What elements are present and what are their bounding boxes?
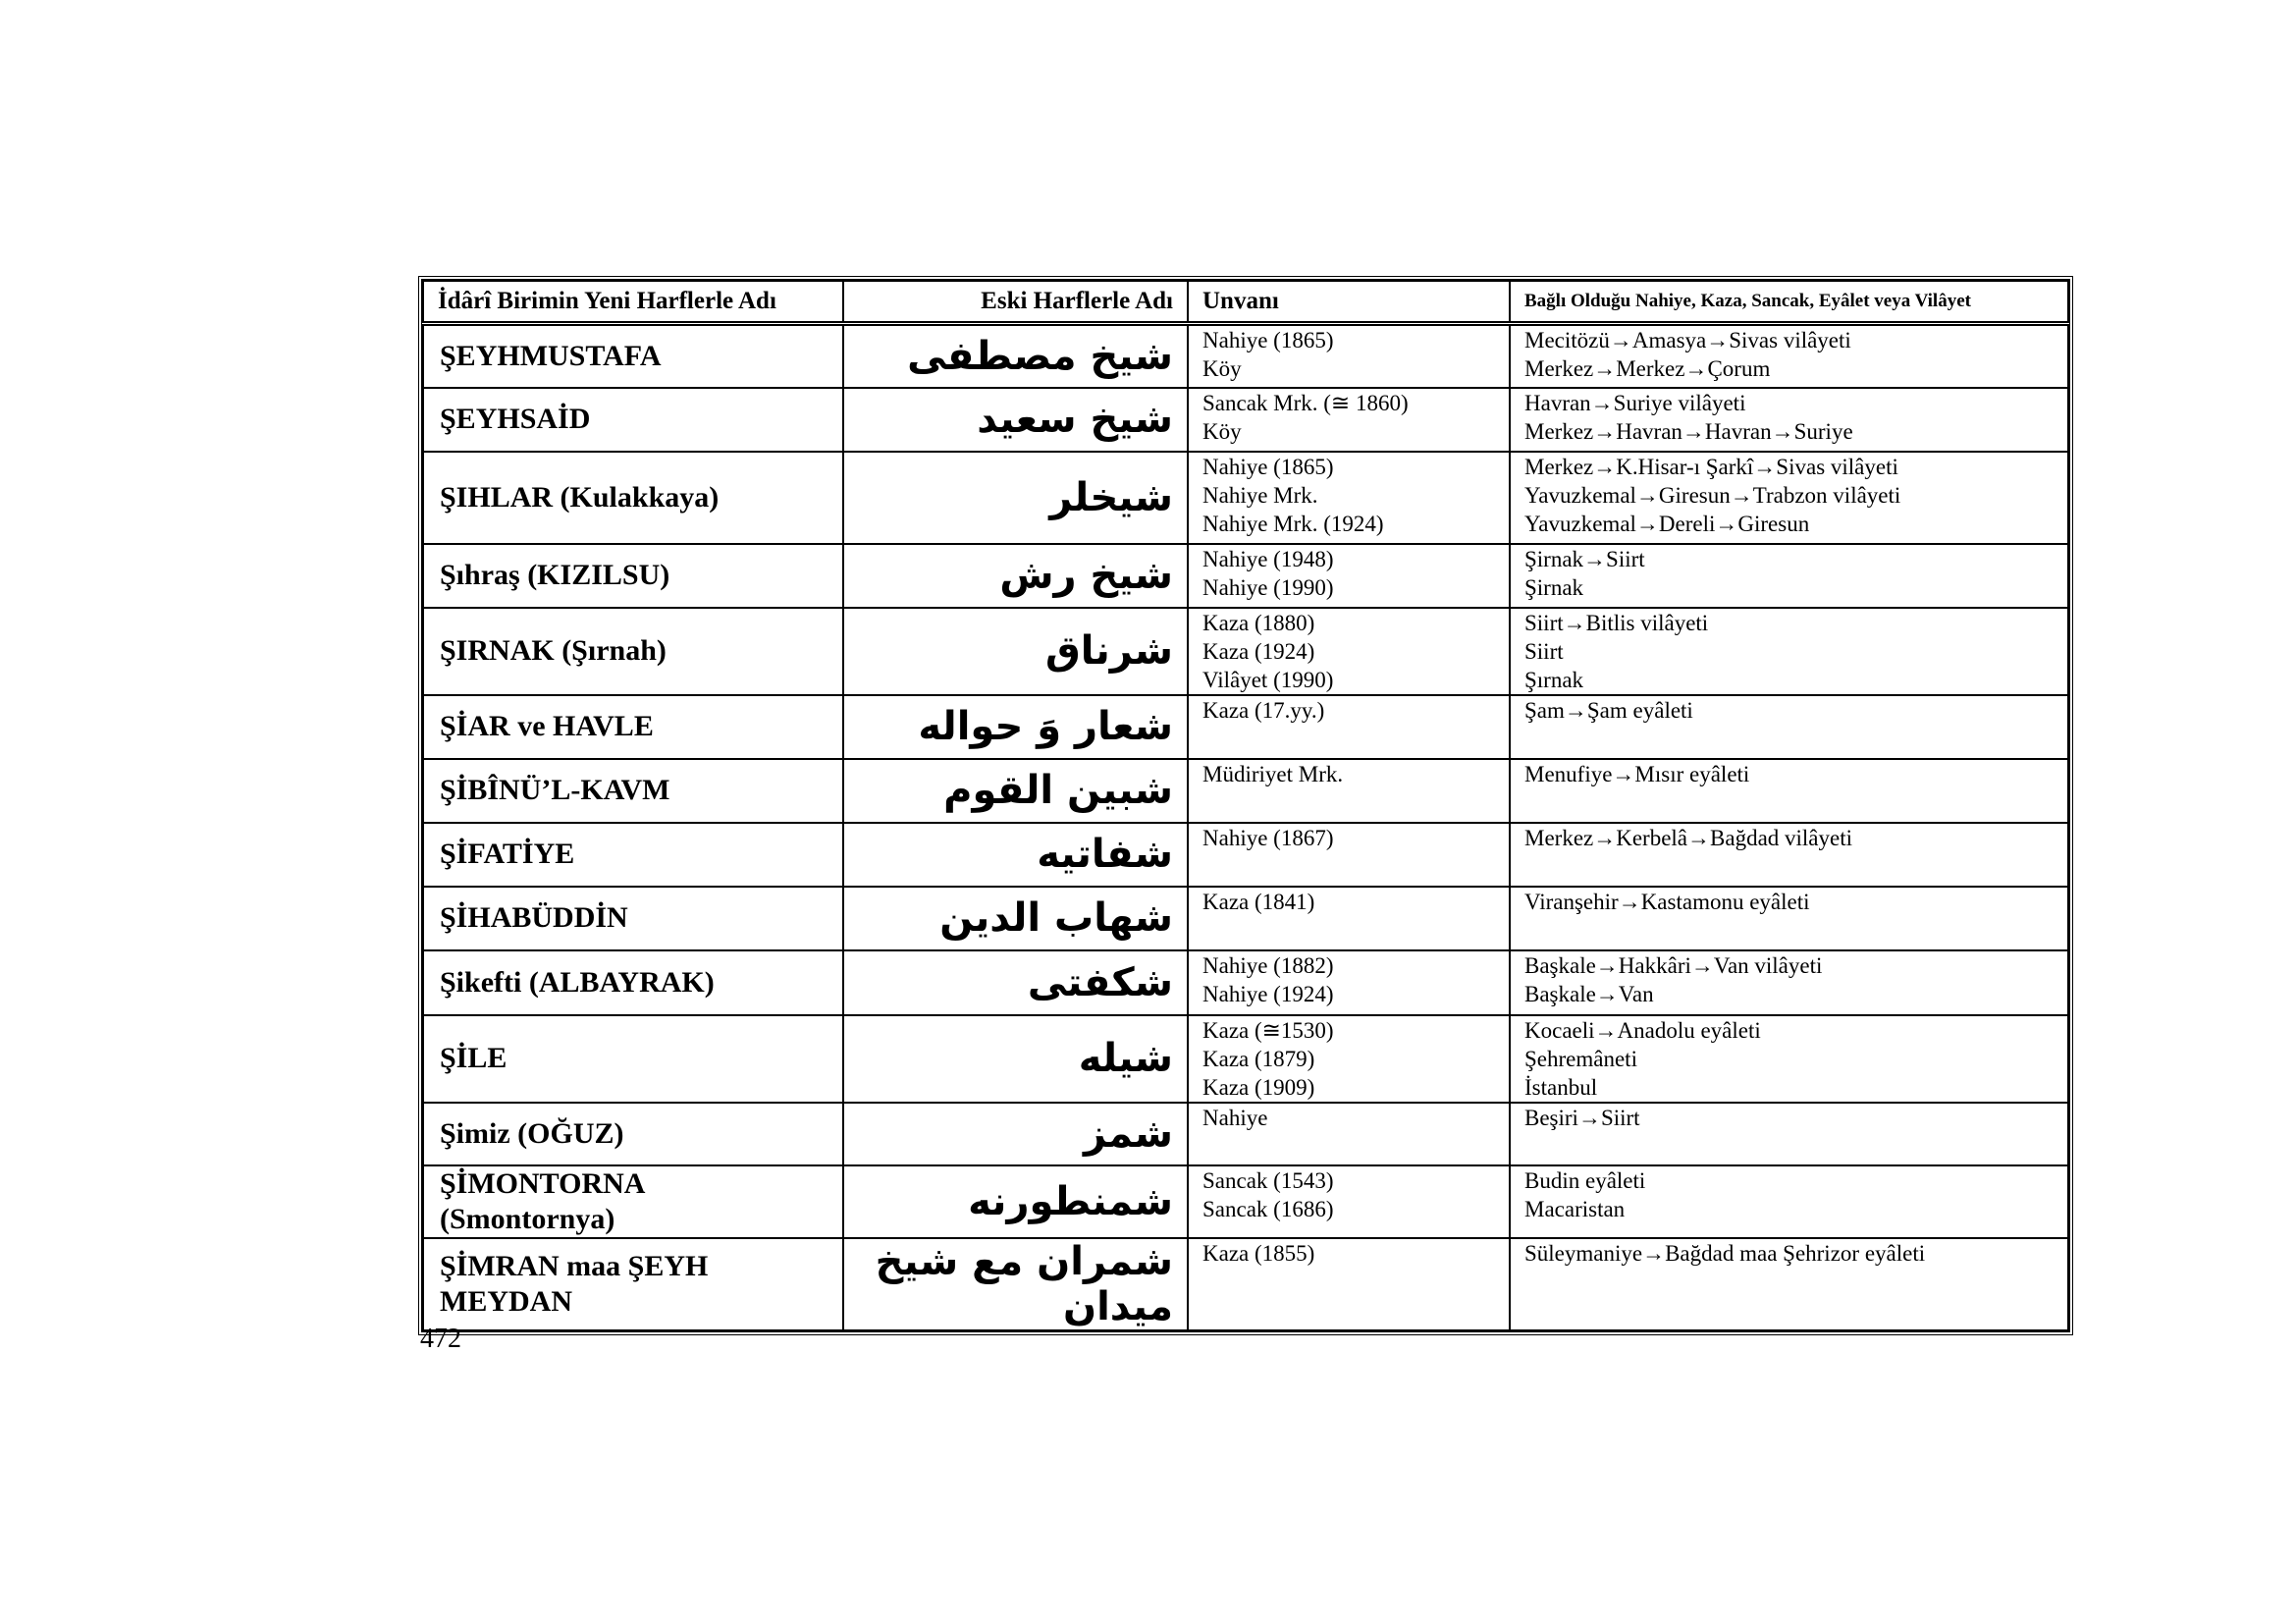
- cell-title: [1188, 324, 1510, 388]
- cell-affiliation: [1510, 1015, 2068, 1103]
- cell-new-script-name: Şimiz (OĞUZ): [423, 1103, 843, 1165]
- cell-title: [1188, 823, 1510, 887]
- table-row: [423, 823, 2068, 887]
- cell-old-script-name: شهاب الدين: [843, 887, 1188, 950]
- cell-title: [1188, 887, 1510, 950]
- affiliation-line: Şırnak: [1524, 667, 1584, 692]
- title-line: Vilâyet (1990): [1202, 667, 1334, 692]
- title-line: Kaza (1880): [1202, 610, 1315, 635]
- affiliation-line: Beşiri→Siirt: [1524, 1105, 1640, 1130]
- name-line: MEYDAN: [440, 1284, 572, 1318]
- title-line: Nahiye Mrk.: [1202, 482, 1318, 508]
- title-line: Nahiye (1865): [1202, 454, 1334, 479]
- cell-title: [1188, 544, 1510, 608]
- cell-new-script-name: ŞEYHMUSTAFA: [423, 324, 843, 388]
- cell-old-script-name: شيخ مصطفى: [843, 324, 1188, 388]
- cell-new-script-name: ŞİBÎNÜ’L-KAVM: [423, 759, 843, 823]
- affiliation-line: Yavuzkemal→Dereli→Giresun: [1524, 511, 1810, 536]
- title-line: Sancak Mrk. (≅ 1860): [1202, 390, 1409, 415]
- document-table: [418, 276, 2073, 1335]
- cell-title: [1188, 1103, 1510, 1165]
- affiliation-line: Başkale→Hakkâri→Van vilâyeti: [1524, 952, 1823, 978]
- table-row: [423, 1015, 2068, 1103]
- cell-new-script-name: Şikefti (ALBAYRAK): [423, 950, 843, 1015]
- cell-title: [1188, 950, 1510, 1015]
- affiliation-line: Macaristan: [1524, 1196, 1626, 1221]
- cell-new-script-name: ŞIRNAK (Şırnah): [423, 608, 843, 695]
- title-line: Nahiye Mrk. (1924): [1202, 511, 1384, 536]
- affiliation-line: Siirt→Bitlis vilâyeti: [1524, 610, 1709, 635]
- name-line: ŞİMRAN maa ŞEYH: [440, 1249, 709, 1282]
- affiliation-line: Süleymaniye→Bağdad maa Şehrizor eyâleti: [1524, 1240, 1926, 1266]
- header-new-script-name: İdârî Birimin Yeni Harflerle Adı: [423, 281, 843, 324]
- cell-new-script-name: ŞİHABÜDDİN: [423, 887, 843, 950]
- cell-title: [1188, 388, 1510, 452]
- cell-title: [1188, 452, 1510, 544]
- affiliation-line: Kocaeli→Anadolu eyâleti: [1524, 1017, 1761, 1043]
- table-row: [423, 759, 2068, 823]
- header-title: Unvanı: [1188, 281, 1510, 324]
- title-line: Kaza (17.yy.): [1202, 697, 1325, 723]
- cell-old-script-name: شبين القوم: [843, 759, 1188, 823]
- table-header-row: [423, 281, 2068, 324]
- page-number: 472: [420, 1324, 461, 1354]
- affiliation-line: Mecitözü→Amasya→Sivas vilâyeti: [1524, 328, 1851, 352]
- cell-new-script-name: [423, 1165, 843, 1238]
- title-line: Kaza (1841): [1202, 889, 1315, 914]
- cell-affiliation: [1510, 388, 2068, 452]
- affiliation-line: Merkez→Havran→Havran→Suriye: [1524, 418, 1853, 444]
- cell-old-script-name: شيله: [843, 1015, 1188, 1103]
- affiliation-line: Yavuzkemal→Giresun→Trabzon vilâyeti: [1524, 482, 1901, 508]
- affiliation-line: Şirnak→Siirt: [1524, 546, 1645, 571]
- cell-new-script-name: ŞİLE: [423, 1015, 843, 1103]
- affiliation-line: Menufiye→Mısır eyâleti: [1524, 761, 1750, 786]
- cell-new-script-name: [423, 1238, 843, 1330]
- title-line: Müdiriyet Mrk.: [1202, 761, 1344, 786]
- cell-new-script-name: ŞİAR ve HAVLE: [423, 695, 843, 759]
- table-row: [423, 695, 2068, 759]
- cell-title: [1188, 1165, 1510, 1238]
- header-old-script-name: Eski Harflerle Adı: [843, 281, 1188, 324]
- cell-old-script-name: شمران مع شيخ ميدان: [843, 1238, 1188, 1330]
- cell-old-script-name: شيخ سعيد: [843, 388, 1188, 452]
- table-row: [423, 887, 2068, 950]
- cell-affiliation: [1510, 887, 2068, 950]
- cell-old-script-name: شيخلر: [843, 452, 1188, 544]
- title-line: Nahiye (1867): [1202, 825, 1334, 850]
- affiliation-line: Başkale→Van: [1524, 981, 1654, 1006]
- cell-title: [1188, 1015, 1510, 1103]
- affiliation-line: İstanbul: [1524, 1074, 1598, 1100]
- title-line: Nahiye: [1202, 1105, 1268, 1130]
- cell-affiliation: [1510, 1238, 2068, 1330]
- affiliation-line: Merkez→Merkez→Çorum: [1524, 356, 1771, 381]
- name-line: (Smontornya): [440, 1202, 615, 1235]
- title-line: Kaza (1879): [1202, 1046, 1315, 1071]
- title-line: Nahiye (1924): [1202, 981, 1334, 1006]
- table-row: [423, 544, 2068, 608]
- table-row: [423, 608, 2068, 695]
- affiliation-line: Budin eyâleti: [1524, 1167, 1646, 1193]
- table-row: [423, 1238, 2068, 1330]
- affiliation-line: Merkez→K.Hisar-ı Şarkî→Sivas vilâyeti: [1524, 454, 1898, 479]
- affiliation-line: Şehremâneti: [1524, 1046, 1637, 1071]
- table-row: [423, 1165, 2068, 1238]
- title-line: Nahiye (1948): [1202, 546, 1334, 571]
- cell-old-script-name: شمز: [843, 1103, 1188, 1165]
- cell-affiliation: [1510, 452, 2068, 544]
- cell-old-script-name: شفاتيه: [843, 823, 1188, 887]
- cell-title: [1188, 695, 1510, 759]
- cell-title: [1188, 759, 1510, 823]
- cell-affiliation: [1510, 544, 2068, 608]
- cell-new-script-name: ŞİFATİYE: [423, 823, 843, 887]
- cell-affiliation: [1510, 695, 2068, 759]
- title-line: Kaza (1909): [1202, 1074, 1315, 1100]
- cell-title: [1188, 608, 1510, 695]
- title-line: Kaza (1855): [1202, 1240, 1315, 1266]
- table-body: [423, 324, 2068, 1330]
- cell-new-script-name: ŞIHLAR (Kulakkaya): [423, 452, 843, 544]
- cell-affiliation: [1510, 608, 2068, 695]
- title-line: Nahiye (1865): [1202, 328, 1334, 352]
- cell-affiliation: [1510, 324, 2068, 388]
- table-row: [423, 1103, 2068, 1165]
- cell-new-script-name: Şıhraş (KIZILSU): [423, 544, 843, 608]
- affiliation-line: Şirnak: [1524, 574, 1584, 600]
- table-row: [423, 388, 2068, 452]
- cell-title: [1188, 1238, 1510, 1330]
- title-line: Sancak (1686): [1202, 1196, 1334, 1221]
- title-line: Nahiye (1990): [1202, 574, 1334, 600]
- title-line: Sancak (1543): [1202, 1167, 1334, 1193]
- cell-affiliation: [1510, 823, 2068, 887]
- cell-old-script-name: شكفتى: [843, 950, 1188, 1015]
- cell-affiliation: [1510, 1165, 2068, 1238]
- title-line: Kaza (1924): [1202, 638, 1315, 664]
- table-row: [423, 452, 2068, 544]
- affiliation-line: Merkez→Kerbelâ→Bağdad vilâyeti: [1524, 825, 1853, 850]
- affiliation-line: Havran→Suriye vilâyeti: [1524, 390, 1746, 415]
- title-line: Köy: [1202, 418, 1242, 444]
- title-line: Nahiye (1882): [1202, 952, 1334, 978]
- cell-new-script-name: ŞEYHSAİD: [423, 388, 843, 452]
- affiliation-line: Viranşehir→Kastamonu eyâleti: [1524, 889, 1810, 914]
- cell-old-script-name: شرناق: [843, 608, 1188, 695]
- cell-affiliation: [1510, 950, 2068, 1015]
- affiliation-line: Siirt: [1524, 638, 1564, 664]
- cell-old-script-name: شمنطورنه: [843, 1165, 1188, 1238]
- table-row: [423, 324, 2068, 388]
- affiliation-line: Şam→Şam eyâleti: [1524, 697, 1693, 723]
- cell-affiliation: [1510, 759, 2068, 823]
- title-line: Köy: [1202, 356, 1242, 381]
- title-line: Kaza (≅1530): [1202, 1017, 1334, 1043]
- admin-units-table: [422, 280, 2069, 1331]
- name-line: ŞİMONTORNA: [440, 1166, 646, 1200]
- table-row: [423, 950, 2068, 1015]
- header-affiliation: Bağlı Olduğu Nahiye, Kaza, Sancak, Eyâlet veya Vilâyet: [1510, 281, 2068, 324]
- cell-affiliation: [1510, 1103, 2068, 1165]
- cell-old-script-name: شيخ رش: [843, 544, 1188, 608]
- cell-old-script-name: شعار وَ حواله: [843, 695, 1188, 759]
